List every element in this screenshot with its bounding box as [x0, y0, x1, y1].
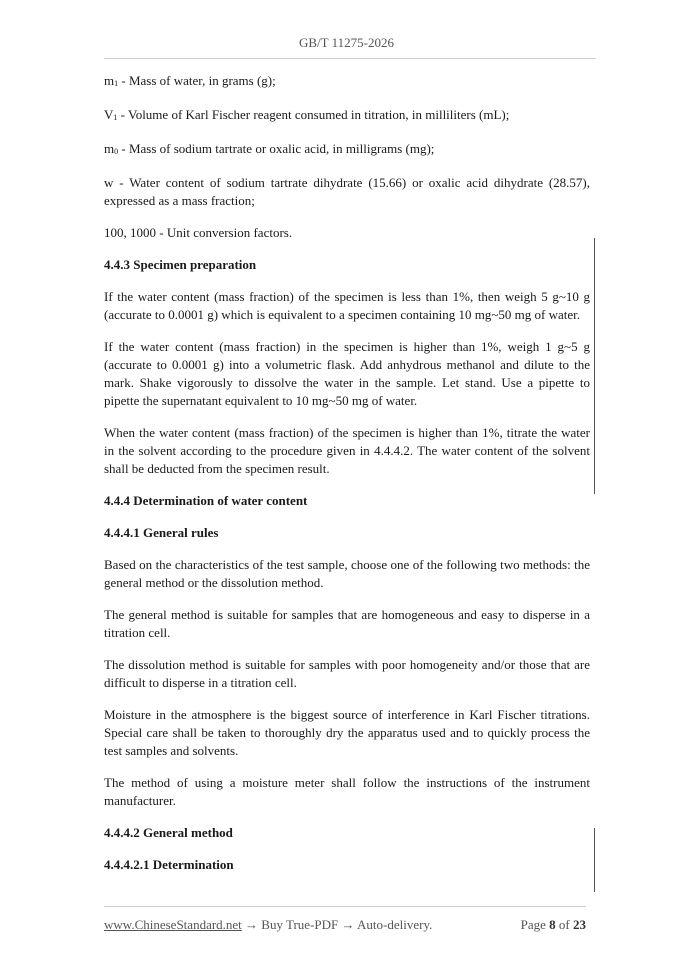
change-bar [594, 238, 595, 494]
total-pages: 23 [573, 917, 586, 932]
page-body [104, 72, 590, 888]
paragraph: Moisture in the atmosphere is the biggest source of interference in Karl Fischer titrations. Special care shall be taken to thoroughly dry the apparatus used and to quickly process the test samples and solvents. [104, 707, 590, 758]
paragraph: The general method is suitable for samples that are homogeneous and easy to disperse in a titration cell. [104, 607, 590, 640]
paragraph: The dissolution method is suitable for samples with poor homogeneity and/or those that are difficult to disperse in a titration cell. [104, 657, 590, 690]
page-number: Page 8 of 23 [520, 917, 586, 932]
footer-divider [104, 906, 586, 907]
footer-buy-text: Buy True-PDF [258, 917, 342, 932]
arrow-icon: → [341, 917, 355, 932]
definition-item: 100, 1000 - Unit conversion factors. [104, 225, 293, 240]
paragraph: Based on the characteristics of the test sample, choose one of the following two methods: the general method or the dissolution method. [104, 557, 590, 590]
page-header: GB/T 11275-2026 [299, 35, 394, 50]
current-page: 8 [549, 917, 556, 932]
section-heading: 4.4.4 Determination of water content [104, 493, 308, 508]
paragraph: When the water content (mass fraction) of the specimen is higher than 1%, titrate the water in the solvent according to the procedure given in 4.4.4.2. The water content of the solvent shall be deducted from the specimen result. [104, 425, 590, 476]
change-bar [594, 828, 595, 892]
definition-item: w - Water content of sodium tartrate dihydrate (15.66) or oxalic acid dihydrate (28.57), expressed as a mass fraction; [104, 175, 590, 208]
paragraph: If the water content (mass fraction) in the specimen is higher than 1%, weigh 1 g~5 g (accurate to 0.0001 g) into a volumetric flask. Add anhydrous methanol and dilute to the mark. Shake vigorously to dissolve the water in the sample. Let stand. Use a pipette to pipette the supernatant equivalent to 10 mg~50 mg of water. [104, 339, 590, 408]
header-divider [104, 58, 596, 59]
section-heading: 4.4.3 Specimen preparation [104, 257, 257, 272]
site-link[interactable]: www.ChineseStandard.net [104, 917, 242, 932]
paragraph: The method of using a moisture meter shall follow the instructions of the instrument manufacturer. [104, 775, 590, 808]
arrow-icon: → [245, 917, 259, 932]
subsection-heading: 4.4.4.2.1 Determination [104, 857, 234, 872]
footer-delivery-text: Auto-delivery. [354, 917, 433, 932]
subsection-heading: 4.4.4.2 General method [104, 825, 233, 840]
subsection-heading: 4.4.4.1 General rules [104, 525, 219, 540]
definition-item: $m_1$ - Mass of water, in grams (g); [104, 73, 276, 88]
definition-item: $V_1$ - Volume of Karl Fischer reagent consumed in titration, in milliliters (mL); [104, 107, 510, 122]
definition-item: $m_0$ - Mass of sodium tartrate or oxalic acid, in milligrams (mg); [104, 141, 435, 156]
footer-promo [104, 917, 432, 933]
paragraph: If the water content (mass fraction) of the specimen is less than 1%, then weigh 5 g~10 g (accurate to 0.0001 g) which is equivalent to a specimen containing 10 mg~50 mg of water. [104, 289, 590, 322]
